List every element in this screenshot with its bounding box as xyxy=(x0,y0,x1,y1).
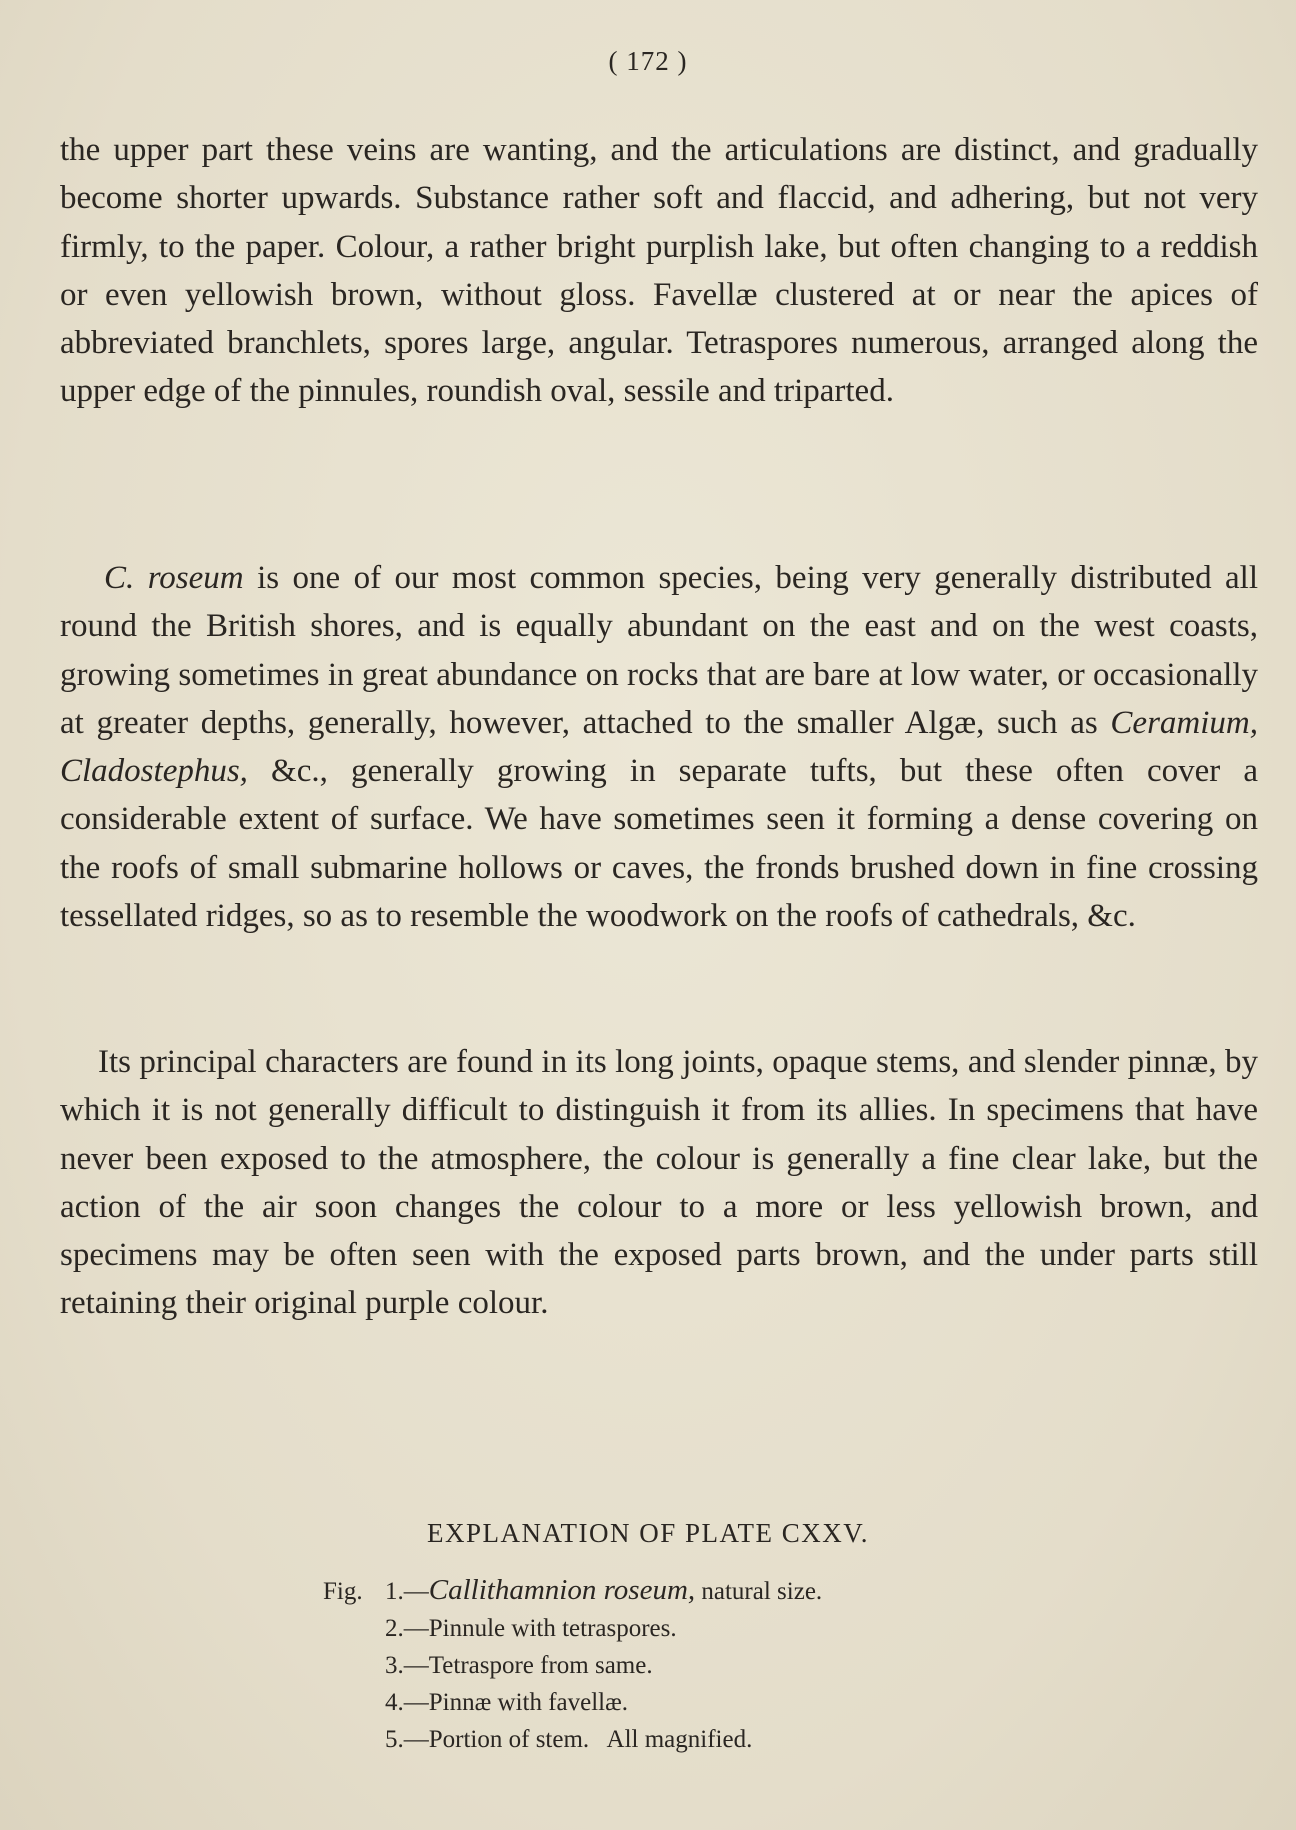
paragraph-3-segment-1: Its principal characters are found in its long joints, opaque stems, and slender pinnæ, by which it is not generally difficult to distinguish it from its allies. In specimens that have never been exposed to the atmosphere, the colour is generally a fine clear lake, but the action of the air soon changes the colour to a more or less yellowish brown, and specimens may be often seen with the exposed parts brown, and the under parts still retaining their original purple colour. xyxy=(60,1044,1258,1322)
figure-description: natural size. xyxy=(695,1578,823,1605)
paragraph-3-text xyxy=(60,1038,1258,1328)
figure-number: 3.— xyxy=(385,1652,429,1679)
figure-item-1 xyxy=(323,1572,822,1610)
species-name-italic: C. roseum xyxy=(104,560,244,596)
figure-number: 2.— xyxy=(385,1615,429,1642)
figure-species-italic: Callithamnion roseum, xyxy=(428,1574,696,1606)
figure-item-2 xyxy=(323,1610,822,1647)
figure-description: Tetraspore from same. xyxy=(428,1652,653,1679)
genus-names-italic: Ceramium, Cladostephus, xyxy=(60,704,1258,790)
figure-description: Pinnule with tetraspores. xyxy=(428,1615,677,1642)
fig-label: Fig. xyxy=(323,1578,363,1605)
paragraph-1 xyxy=(60,126,1258,416)
paragraph-2-segment-2: is one of our most common species, being very generally distributed all round the British shores, and is equally abundant on the east and on the west coasts, growing sometimes in great abundance on rocks that are bare at low water, or occasionally at greater depths, generally, however, attached to the smaller Algæ, such as xyxy=(60,560,1259,741)
paragraph-2-segment-4: &c., generally growing in separate tufts, but these often cover a considerable extent of surface. We have sometimes seen it forming a dense covering on the roofs of small submarine hollows or caves, the fronds brushed down in fine crossing tessellated ridges, so as to resemble the woodwork on the roofs of cathedrals, &c. xyxy=(60,753,1258,935)
figure-number: 4.— xyxy=(385,1689,429,1716)
paragraph-1-segment-1: the upper part these veins are wanting, and the articulations are distinct, and gradually become shorter upwards. Substance rather soft and flaccid, and adhering, but not very firmly, to the paper. Colour, a rather bright purplish lake, but often changing to a reddish or even yellowish brown, without gloss. Favellæ clustered at or near the apices of abbreviated branchlets, spores large, angular. Tetraspores numerous, arranged along the upper edge of the pinnules, roundish oval, sessile and triparted. xyxy=(60,132,1258,410)
page-number: ( 172 ) xyxy=(608,46,688,76)
figure-number: 5.— xyxy=(385,1726,429,1753)
figure-list xyxy=(323,1572,822,1758)
figure-item-3 xyxy=(323,1647,822,1684)
figure-item-4 xyxy=(323,1684,822,1721)
figure-description: Pinnæ with favellæ. xyxy=(428,1689,629,1716)
figure-number: 1.— xyxy=(385,1578,429,1605)
paragraph-2-text xyxy=(60,554,1258,940)
paragraph-3 xyxy=(60,1038,1258,1328)
paragraph-1-text xyxy=(60,126,1258,416)
figure-item-5 xyxy=(323,1721,822,1758)
plate-explanation-heading: EXPLANATION OF PLATE CXXV. xyxy=(426,1518,870,1548)
figure-description: Portion of stem. All magnified. xyxy=(428,1726,753,1753)
paragraph-2 xyxy=(60,554,1258,940)
